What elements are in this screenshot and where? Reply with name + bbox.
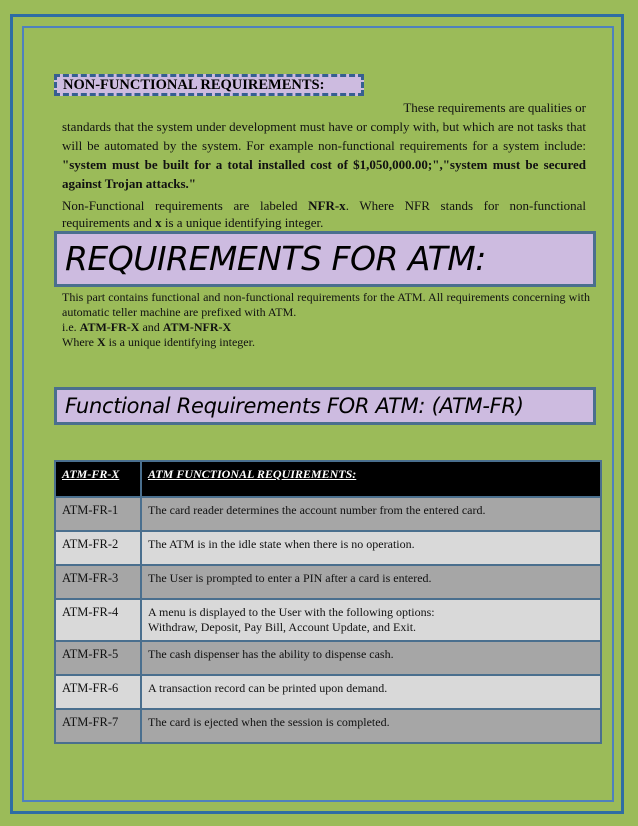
- requirement-text: A transaction record can be printed upon demand.: [141, 675, 601, 709]
- table-row: [55, 497, 601, 531]
- requirement-text: The card is ejected when the session is completed.: [141, 709, 601, 743]
- nfr-paragraph-1-start: These requirements are qualities or: [403, 100, 586, 115]
- nfr-heading: NON-FUNCTIONAL REQUIREMENTS:: [54, 74, 364, 96]
- nfr-paragraph-1-rest: standards that the system under development must have or comply with, but which are not tasks that will be automated by the system. For example non-functional requirements for a system include:: [62, 119, 586, 153]
- requirement-text: The User is prompted to enter a PIN after a card is entered.: [141, 565, 601, 599]
- requirement-id: ATM-FR-5: [55, 641, 141, 675]
- requirement-id: ATM-FR-2: [55, 531, 141, 565]
- nfr-paragraph-1-example: "system must be built for a total installed cost of $1,050,000.00;","system must be secured against Trojan attacks.": [62, 157, 586, 191]
- table-row: [55, 675, 601, 709]
- nfr-paragraph-2: [62, 197, 586, 231]
- requirement-text: The card reader determines the account number from the entered card.: [141, 497, 601, 531]
- functional-requirements-table: [54, 460, 602, 744]
- table-row: [55, 565, 601, 599]
- requirement-id: ATM-FR-4: [55, 599, 141, 641]
- nfr-paragraph-1: [62, 98, 586, 193]
- atm-intro: [62, 290, 590, 350]
- table-row: [55, 599, 601, 641]
- table-row: [55, 531, 601, 565]
- nfr-label: NFR-x: [308, 198, 346, 213]
- atm-nfr-label: ATM-NFR-X: [162, 320, 232, 334]
- nfr-x: x: [155, 215, 162, 230]
- requirement-text: The ATM is in the idle state when there is no operation.: [141, 531, 601, 565]
- nfr-paragraph-2-a: Non-Functional requirements are labeled: [62, 198, 309, 213]
- atm-intro-where: Where: [62, 335, 97, 349]
- requirement-id: ATM-FR-7: [55, 709, 141, 743]
- table-header-id: ATM-FR-X: [55, 461, 141, 497]
- atm-intro-line-1: This part contains functional and non-functional requirements for the ATM. All requirements concerning with automatic teller machine are prefixed with ATM.: [62, 290, 590, 319]
- requirement-text: [141, 599, 601, 641]
- nfr-paragraph-2-c: is a unique identifying integer.: [161, 215, 324, 230]
- functional-requirements-banner: Functional Requirements FOR ATM: (ATM-FR): [54, 387, 596, 425]
- table-row: [55, 709, 601, 743]
- atm-intro-line-2: [62, 320, 590, 335]
- requirement-text: The cash dispenser has the ability to dispense cash.: [141, 641, 601, 675]
- table-header-requirement: ATM FUNCTIONAL REQUIREMENTS:: [141, 461, 601, 497]
- requirement-text-line-2: Withdraw, Deposit, Pay Bill, Account Update, and Exit.: [148, 620, 417, 634]
- atm-intro-x: X: [96, 335, 106, 349]
- requirements-for-atm-banner: REQUIREMENTS FOR ATM:: [54, 231, 596, 287]
- nfr-paragraph-2-b: . Where NFR stands for non-functional requirements and: [62, 198, 586, 230]
- atm-intro-and: and: [139, 320, 163, 334]
- atm-intro-line-3: [62, 335, 590, 350]
- atm-intro-rest: is a unique identifying integer.: [105, 335, 255, 349]
- table-header-row: [55, 461, 601, 497]
- atm-fr-label: ATM-FR-X: [79, 320, 140, 334]
- table-row: [55, 641, 601, 675]
- requirement-id: ATM-FR-1: [55, 497, 141, 531]
- requirement-id: ATM-FR-6: [55, 675, 141, 709]
- requirement-id: ATM-FR-3: [55, 565, 141, 599]
- requirement-text-line-1: A menu is displayed to the User with the following options:: [148, 605, 435, 619]
- atm-intro-ie: i.e.: [62, 320, 80, 334]
